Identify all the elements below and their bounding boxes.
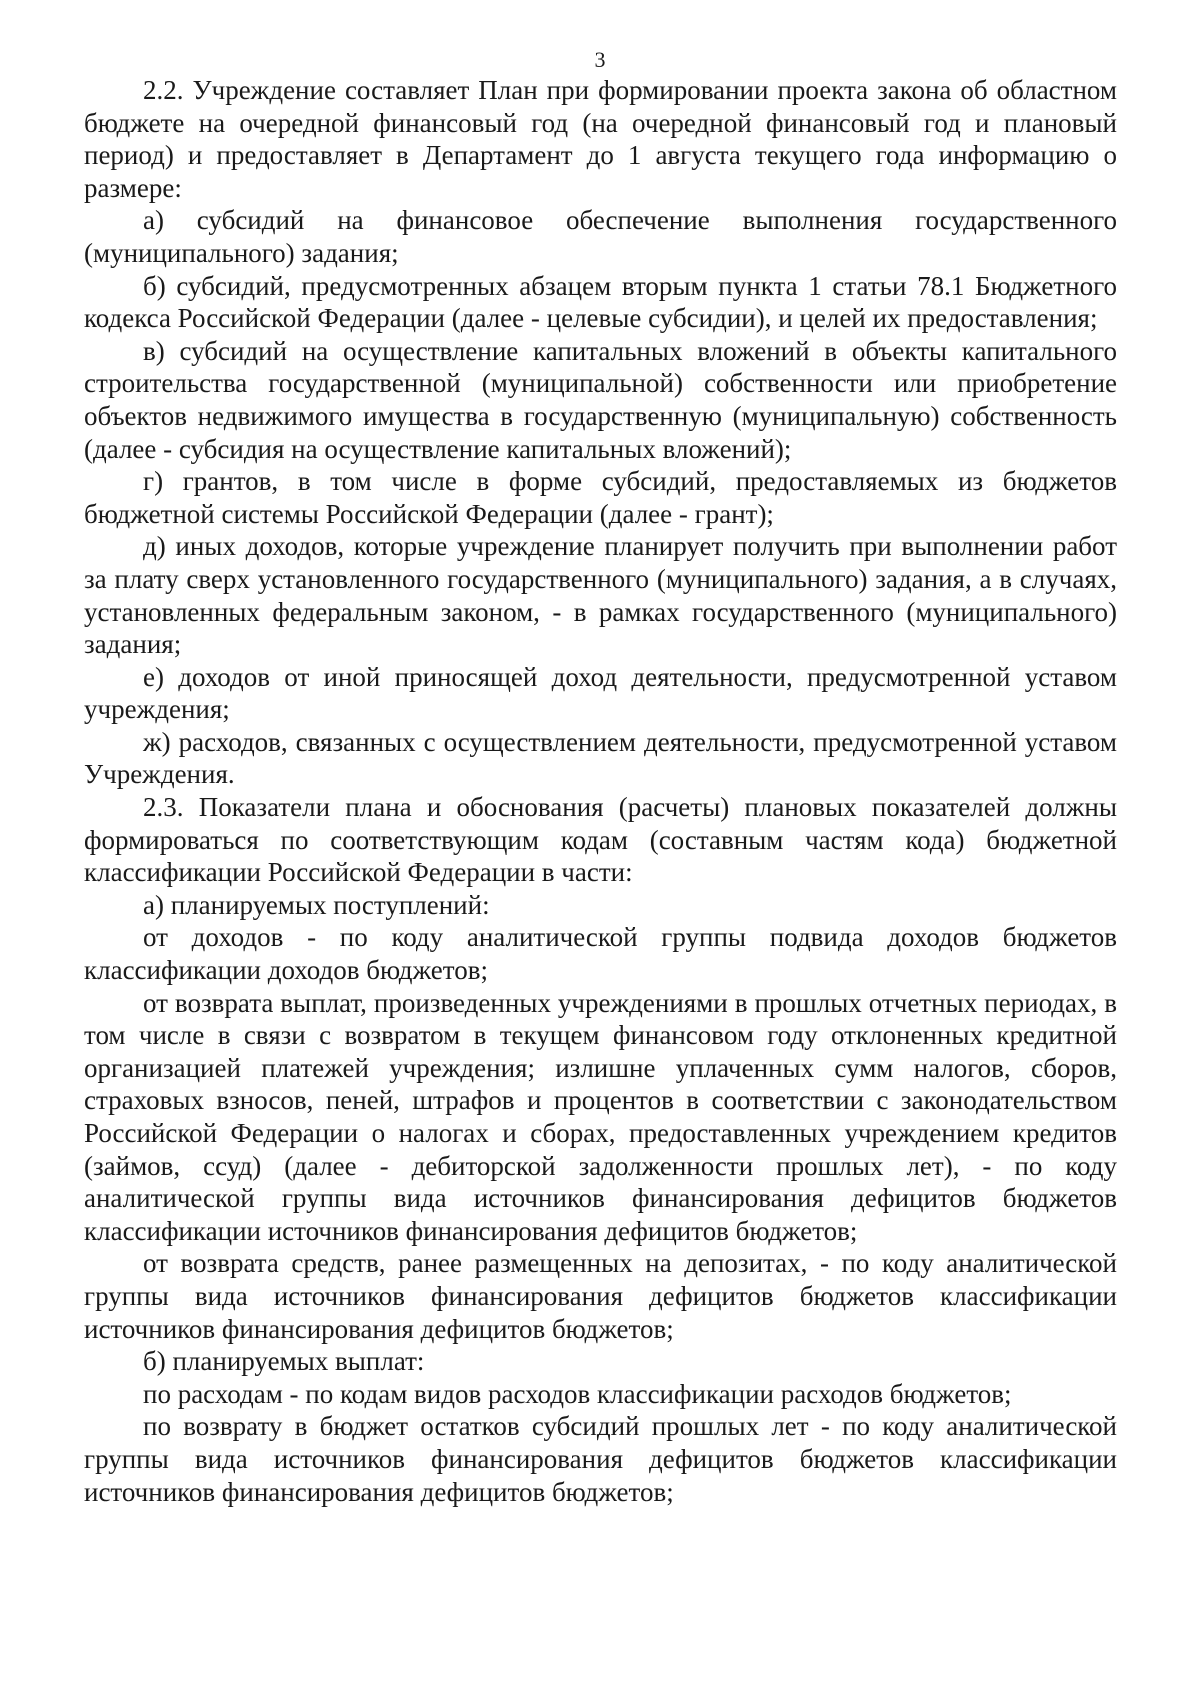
list-item-v: в) субсидий на осуществление капитальных вложений в объекты капитального строительства государственной (муниципальной) собственности или приобретение объектов недвижимого имущества в государственную (муниципальную) собственность (далее - субсидия на осуществление капитальных вложений); <box>84 335 1117 464</box>
paragraph-2-3: 2.3. Показатели плана и обоснования (расчеты) плановых показателей должны формироваться по соответствующим кодам (составным частям кода) бюджетной классификации Российской Федерации в части: <box>84 792 1117 888</box>
sublist-item-expenses: по расходам - по кодам видов расходов классификации расходов бюджетов; <box>143 1378 1012 1409</box>
sublist-item-income: от доходов - по коду аналитической группы подвида доходов бюджетов классификации доходов бюджетов; <box>84 922 1117 986</box>
list-item-e: е) доходов от иной приносящей доход деятельности, предусмотренной уставом учреждения; <box>84 661 1117 725</box>
document-body <box>84 74 1117 1508</box>
sublist-item-payment-return: от возврата выплат, произведенных учреждениями в прошлых отчетных периодах, в том числе в связи с возвратом в текущем финансовом году отклоненных кредитной организацией платежей учреждения; излишне уплаченных сумм налогов, сборов, страховых взносов, пеней, штрафов и процентов в соответствии с законодательством Российской Федерации о налогах и сборах, предоставленных учреждением кредитов (займов, ссуд) (далее - дебиторской задолженности прошлых лет), - по коду аналитической группы вида источников финансирования дефицитов бюджетов классификации источников финансирования дефицитов бюджетов; <box>84 987 1117 1246</box>
sublist-heading-planned-payments: б) планируемых выплат: <box>143 1346 425 1377</box>
page-number: 3 <box>594 47 606 72</box>
sublist-heading-planned-receipts: а) планируемых поступлений: <box>143 889 490 920</box>
list-item-g: г) грантов, в том числе в форме субсидий, предоставляемых из бюджетов бюджетной системы Российской Федерации (далее - грант); <box>84 466 1117 529</box>
list-item-b: б) субсидий, предусмотренных абзацем вторым пункта 1 статьи 78.1 Бюджетного кодекса Российской Федерации (далее - целевые субсидии), и целей их предоставления; <box>84 270 1117 334</box>
sublist-item-deposit-return: от возврата средств, ранее размещенных на депозитах, - по коду аналитической группы вида источников финансирования дефицитов бюджетов классификации источников финансирования дефицитов бюджетов; <box>84 1248 1117 1344</box>
paragraph-2-2: 2.2. Учреждение составляет План при формировании проекта закона об областном бюджете на очередной финансовый год (на очередной финансовый год и плановый период) и предоставляет в Департамент до 1 августа текущего года информацию о размере: <box>84 75 1117 203</box>
sublist-item-subsidy-return: по возврату в бюджет остатков субсидий прошлых лет - по коду аналитической группы вида источников финансирования дефицитов бюджетов классификации источников финансирования дефицитов бюджетов; <box>84 1411 1117 1507</box>
list-item-zh: ж) расходов, связанных с осуществлением деятельности, предусмотренной уставом Учреждения. <box>84 726 1117 790</box>
list-item-a: а) субсидий на финансовое обеспечение выполнения государственного (муниципального) задания; <box>84 205 1117 268</box>
list-item-d: д) иных доходов, которые учреждение планирует получить при выполнении работ за плату сверх установленного государственного (муниципального) задания, а в случаях, установленных федеральным законом, - в рамках государственного (муниципального) задания; <box>84 531 1117 660</box>
